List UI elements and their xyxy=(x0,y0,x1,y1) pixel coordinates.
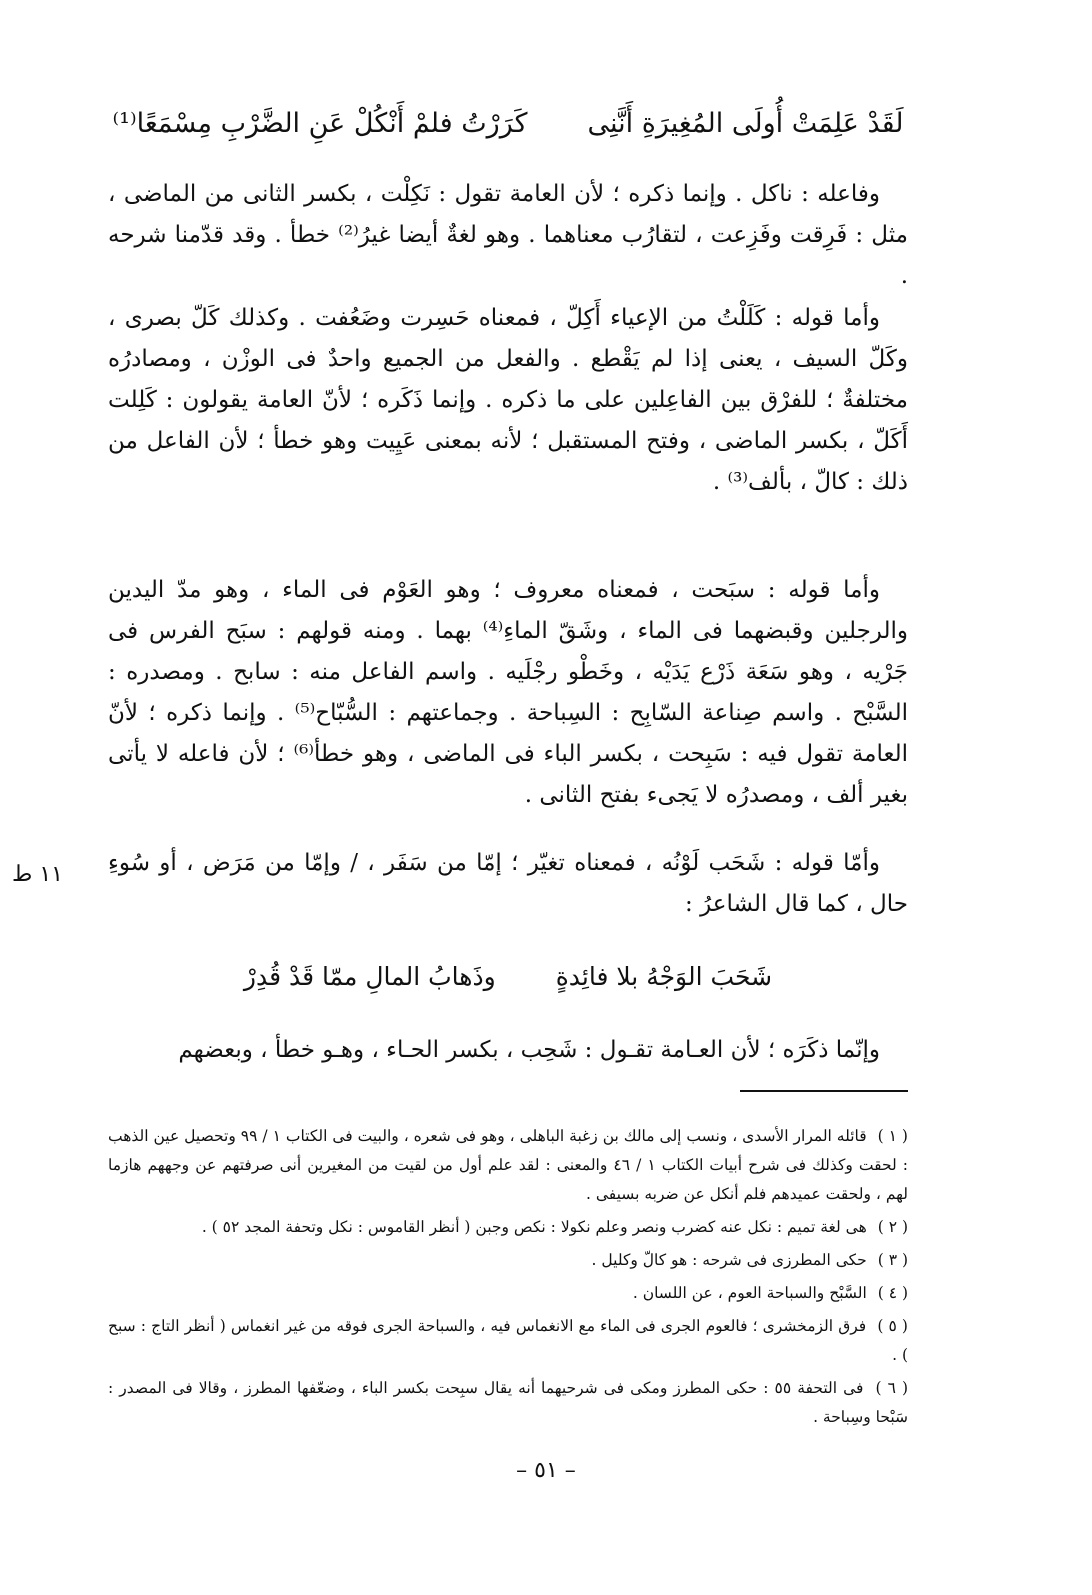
verse-2-first-half: شَحَبَ الوَجْهُ بلا فائِدةٍ xyxy=(555,962,773,991)
verse-1-second-half: كَرَرْتُ فلمْ أَنْكُلْ عَنِ الضَّرْبِ مِسْمَعًا⁽¹⁾ xyxy=(112,108,528,139)
footnote-number: ( ٦ ) xyxy=(875,1379,908,1397)
verse-1-first-half: لَقَدْ عَلِمَتْ أُولَى المُغِيرَةِ أَنَّنِى xyxy=(587,108,904,139)
paragraph-2-text: وأما قوله : كَلَلْتُ من الإعياء أَكِلّ ، فمعناه حَسِرت وضَعُفت . وكذلك كَلّ بصرى ، وكَلّ السيف ، يعنى إذا لم يَقْطع . والفعل من الجميع واحدٌ فى الوزْن ، ومصادرُه مختلفةٌ ؛ للفرْق بين الفاعِلين على ما ذكره . وإنما ذَكَره ؛ لأنّ العامة يقولون : كَلِلت أَكَلّ ، بكسر الماضى ، وفتح المستقبل ؛ لأنه بمعنى عَيِيت وهو خطأ ؛ لأن الفاعل من ذلك : كالّ ، بألف⁽³⁾ . xyxy=(108,305,908,495)
paragraph-5-text: وإنّما ذكَرَه ؛ لأن العـامة تقـول : شَحِب ، بكسر الحـاء ، وهـو خطأ ، وبعضهم xyxy=(178,1037,880,1063)
page-number: – ٥١ – xyxy=(516,1458,576,1483)
footnote-6 xyxy=(108,1374,908,1432)
footnote-text: السَّبْح والسباحة العوم ، عن اللسان . xyxy=(632,1284,867,1302)
paragraph-1-text: وفاعله : ناكل . وإنما ذكره ؛ لأن العامة تقول : نَكِلْت ، بكسر الثانى من الماضى ، مثل : فَرِقت وفَزِعت ، لتقارُب معناهما . وهو لغةٌ أيضا غيرُ⁽²⁾ خطأ . وقد قدّمنا شرحه . xyxy=(108,181,908,289)
paragraph-3-text: وأما قوله : سبَحت ، فمعناه معروف ؛ وهو العَوْم فى الماء ، وهو مدّ اليدين والرجلين وقبضهما فى الماء ، وشَقّ الماءِ⁽⁴⁾ بهما . ومنه قولهم : سبَح الفرس فى جَرْيه ، وهو سَعَة ذَرْع يَدَيْه ، وخَطْو رجْلَيه . واسم الفاعل منه : سابح . ومصدره : السَّبْح . واسم صِناعة السّابِح : السِباحة . وجماعتهم : السُّبّاح⁽⁵⁾ . وإنما ذكره ؛ لأنّ العامة تقول فيه : سَبِحت ، بكسر الباء فى الماضى ، وهو خطأ⁽⁶⁾ ؛ لأن فاعله لا يأتى بغير ألف ، ومصدرُه لا يَجىء بفتح الثانى . xyxy=(108,577,909,808)
footnote-1 xyxy=(108,1122,908,1209)
verse-1 xyxy=(108,108,908,139)
paragraph-1 xyxy=(108,174,908,297)
verse-2-second-half: وذَهابُ المالِ ممّا قَدْ قُدِرْ xyxy=(243,962,496,991)
footnote-divider xyxy=(740,1090,908,1092)
footnote-number: ( ٤ ) xyxy=(877,1284,908,1302)
footnote-text: فى التحفة ٥٥ : حكى المطرز ومكى فى شرحيهما أنه يقال سبِحت بكسر الباء ، وضعّفها المطرز ، وقالا فى المصدر : سَبْحا وسِباحة . xyxy=(108,1379,908,1426)
footnote-5 xyxy=(108,1312,908,1370)
paragraph-4 xyxy=(108,843,908,925)
footnote-text: فرق الزمخشرى ؛ فالعوم الجرى فى الماء مع الانغماس فيه ، والسباحة الجرى فوقه من غير انغماس ( أنظر التاج : سبح ) . xyxy=(108,1317,908,1364)
paragraph-4-text: وأمّا قوله : شَحَب لَوْنُه ، فمعناه تغيّر ؛ إمّا من سَفَر ، / وإمّا من مَرَض ، أو سُوءِ حال ، كما قال الشاعرُ : xyxy=(108,850,908,917)
footnote-number: ( ١ ) xyxy=(877,1127,908,1145)
footnote-text: حكى المطرزى فى شرحه : هو كالّ وكليل . xyxy=(591,1251,867,1269)
footnote-text: هى لغة تميم : نكل عنه كضرب ونصر وعلم نكولا : نكص وجبن ( أنظر القاموس : نكل وتحفة المجد ٥٢ ) . xyxy=(201,1218,867,1236)
footnotes xyxy=(108,1122,908,1436)
footnote-3 xyxy=(108,1246,908,1275)
footnote-2 xyxy=(108,1213,908,1242)
footnote-number: ( ٢ ) xyxy=(877,1218,908,1236)
footnote-text: قائله المرار الأسدى ، ونسب إلى مالك بن زغبة الباهلى ، وهو فى شعره ، والبيت فى الكتاب ١ / ٩٩ وتحصيل عين الذهب : لحقت وكذلك فى شرح أبيات الكتاب ١ / ٤٦ والمعنى : لقد علم أول من لقيت من المغيرين أنى صرفتهم عن وجههم هازما لهم ، ولحقت عميدهم فلم أنكل عن ضربه بسيفى . xyxy=(108,1127,908,1203)
verse-2 xyxy=(108,962,908,991)
paragraph-3 xyxy=(108,570,908,816)
paragraph-2 xyxy=(108,298,908,503)
paragraph-5 xyxy=(108,1030,908,1071)
footnote-4 xyxy=(108,1279,908,1308)
footnote-number: ( ٥ ) xyxy=(877,1317,908,1335)
margin-folio-note: ١١ ط xyxy=(12,862,63,887)
footnote-number: ( ٣ ) xyxy=(877,1251,908,1269)
